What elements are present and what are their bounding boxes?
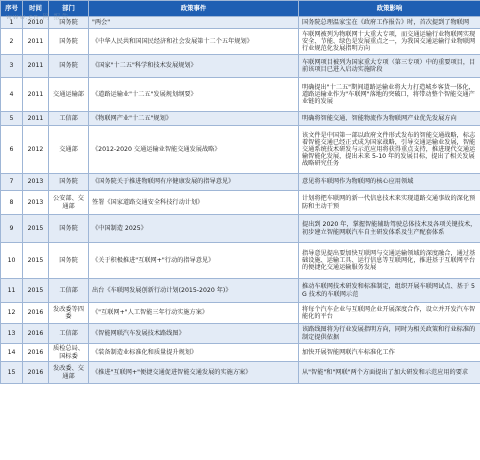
table-row [1, 303, 480, 324]
policy-event-cell: 《关于积极推进"互联网+"行动的指导意见》 [89, 243, 299, 279]
department-cell: 国务院 [49, 174, 89, 191]
policy-event-cell: 《2012-2020 交通运输业智能交通发展战略》 [89, 126, 299, 174]
policy-impact-cell: 车联网被列为物联网十大重大专项，而交通运输行业物联网实现安全、节能、绿色是发展重点之一，为我国交通运输行业物联网行业规范化发展指明方向 [299, 29, 480, 55]
policy-event-cell: 《中华人民共和国国民经济和社会发展第十二个五年规划》 [89, 29, 299, 55]
row-number-cell: 13 [1, 324, 23, 344]
year-cell: 2011 [23, 112, 49, 126]
policy-impact-cell: 指导意见提出要加快互联网与交通运输领域的深度融合，通过基础设施、运输工具、运行信息等互联网化，推进基于互联网平台的便捷化交通运输服务发展 [299, 243, 480, 279]
table-row [1, 191, 480, 215]
policy-event-cell: 《装备制造业标准化和质量提升规划》 [89, 344, 299, 362]
department-cell: 公安部、交通部 [49, 191, 89, 215]
table-row [1, 243, 480, 279]
policy-event-cell: 《物联网产业"十二五"规划》 [89, 112, 299, 126]
watermark: www.cn 网 报告 [6, 13, 70, 21]
policy-event-cell: 《道路运输业"十二五"发展规划纲要》 [89, 78, 299, 112]
row-number-cell: 1 [1, 17, 23, 29]
year-cell: 2012 [23, 126, 49, 174]
year-cell: 2016 [23, 362, 49, 384]
header-department: 部门 [49, 1, 89, 17]
year-cell: 2013 [23, 191, 49, 215]
row-number-cell: 3 [1, 55, 23, 78]
policy-impact-cell: 加快开展智能网联汽车标准化工作 [299, 344, 480, 362]
table-row [1, 215, 480, 243]
year-cell: 2013 [23, 174, 49, 191]
year-cell: 2016 [23, 324, 49, 344]
department-cell: 工信部 [49, 112, 89, 126]
policy-impact-cell: 车联网项目被列为国家重大专项（第三专项）中的重要项目，目前该项目已进入启动实施阶段 [299, 55, 480, 78]
row-number-cell: 2 [1, 29, 23, 55]
department-cell: 工信部 [49, 279, 89, 303]
policy-impact-cell: 提出到 2020 年，掌握智能辅助驾驶总体技术及各项关键技术，初步建立智能网联汽车自主研发体系及生产配套体系 [299, 215, 480, 243]
row-number-cell: 5 [1, 112, 23, 126]
header-no: 序号 [1, 1, 23, 17]
policy-event-cell: 《国务院关于推进物联网有序健康发展的指导意见》 [89, 174, 299, 191]
row-number-cell: 12 [1, 303, 23, 324]
policy-impact-cell: 意见将车联网作为物联网的核心应用领域 [299, 174, 480, 191]
table-row [1, 279, 480, 303]
table-row [1, 126, 480, 174]
policy-impact-cell: 国务院总理温家宝在《政府工作报告》时，首次提到了物联网 [299, 17, 480, 29]
header-row [1, 1, 480, 17]
department-cell: 国务院 [49, 29, 89, 55]
department-cell: 工信部 [49, 324, 89, 344]
policy-impact-cell: 明确提出"十二五"期间道路运输业将大力打造城乡客货一体化，道路运输业作为"车联网"落地的突破口，将带动整个智能交通产业链的发展 [299, 78, 480, 112]
table-row [1, 362, 480, 384]
policy-impact-cell: 将每个汽车企业与互联网企业开展深度合作，设立并开发汽车智能化的平台 [299, 303, 480, 324]
year-cell: 2011 [23, 29, 49, 55]
department-cell: 国务院 [49, 215, 89, 243]
department-cell: 交通运输部 [49, 78, 89, 112]
department-cell: 国务院 [49, 55, 89, 78]
policy-event-cell: 《"互联网+"人工智能三年行动实施方案》 [89, 303, 299, 324]
policy-impact-cell: 该路线图将为行业发展指明方向，同时为相关政策和行业标准的制定提供依据 [299, 324, 480, 344]
policy-impact-cell: 明确将智能交通、智能物流作为物联网产业优先发展方向 [299, 112, 480, 126]
department-cell: 发改委、交通部 [49, 362, 89, 384]
policy-impact-cell: 计划将把车联网的新一代信息技术来实现道路交通事故的深化预防和主动干预 [299, 191, 480, 215]
policy-impact-cell: 推动车联网技术研发和标准制定，组织开展车联网试点、基于 5G 技术的车联网示范 [299, 279, 480, 303]
header-year: 时间 [23, 1, 49, 17]
department-cell: 发改委等四委 [49, 303, 89, 324]
policy-event-cell: 《中国制造 2025》 [89, 215, 299, 243]
row-number-cell: 10 [1, 243, 23, 279]
year-cell: 2010 [23, 17, 49, 29]
table-row [1, 344, 480, 362]
year-cell: 2015 [23, 243, 49, 279]
table-row [1, 324, 480, 344]
row-number-cell: 7 [1, 174, 23, 191]
table-row [1, 17, 480, 29]
table-body [1, 17, 480, 384]
department-cell: 国务院 [49, 17, 89, 29]
policy-event-cell: "两会" [89, 17, 299, 29]
row-number-cell: 6 [1, 126, 23, 174]
year-cell: 2011 [23, 55, 49, 78]
table-row [1, 29, 480, 55]
row-number-cell: 9 [1, 215, 23, 243]
table-row [1, 112, 480, 126]
row-number-cell: 14 [1, 344, 23, 362]
table-header [1, 1, 480, 17]
header-policy-event: 政策事件 [89, 1, 299, 17]
policy-impact-cell: 从"智能"和"网联"两个方面提出了加大研发和示范应用的要求 [299, 362, 480, 384]
table-row [1, 174, 480, 191]
header-policy-impact: 政策影响 [299, 1, 480, 17]
table-row [1, 78, 480, 112]
row-number-cell: 4 [1, 78, 23, 112]
row-number-cell: 11 [1, 279, 23, 303]
table-row [1, 55, 480, 78]
department-cell: 国务院 [49, 243, 89, 279]
policy-impact-cell: 该文件是中国第一部以政府文件形式发布的智能交通战略，标志着智能交通已经正式成为国家战略，引导交通运输业发展，智能交通系统技术研发与示范应用将获得重点支持，推进现代交通运输智能化发展，提出未来 5-10 年的发展目标，提出了相关发展战略研究任务 [299, 126, 480, 174]
year-cell: 2016 [23, 344, 49, 362]
year-cell: 2015 [23, 279, 49, 303]
policy-event-cell: 签署《国家道路交通安全科技行动计划》 [89, 191, 299, 215]
policy-event-cell: 《智能网联汽车发展技术路线图》 [89, 324, 299, 344]
department-cell: 质检总局、国标委 [49, 344, 89, 362]
policy-event-cell: 《国家"十二五"科学和技术发展规划》 [89, 55, 299, 78]
row-number-cell: 8 [1, 191, 23, 215]
department-cell: 交通部 [49, 126, 89, 174]
policy-event-cell: 《推进"互联网+"便捷交通促进智能交通发展的实施方案》 [89, 362, 299, 384]
policy-event-cell: 出台《车联网发展创新行动计划(2015-2020 年)》 [89, 279, 299, 303]
year-cell: 2015 [23, 215, 49, 243]
row-number-cell: 15 [1, 362, 23, 384]
year-cell: 2016 [23, 303, 49, 324]
year-cell: 2011 [23, 78, 49, 112]
